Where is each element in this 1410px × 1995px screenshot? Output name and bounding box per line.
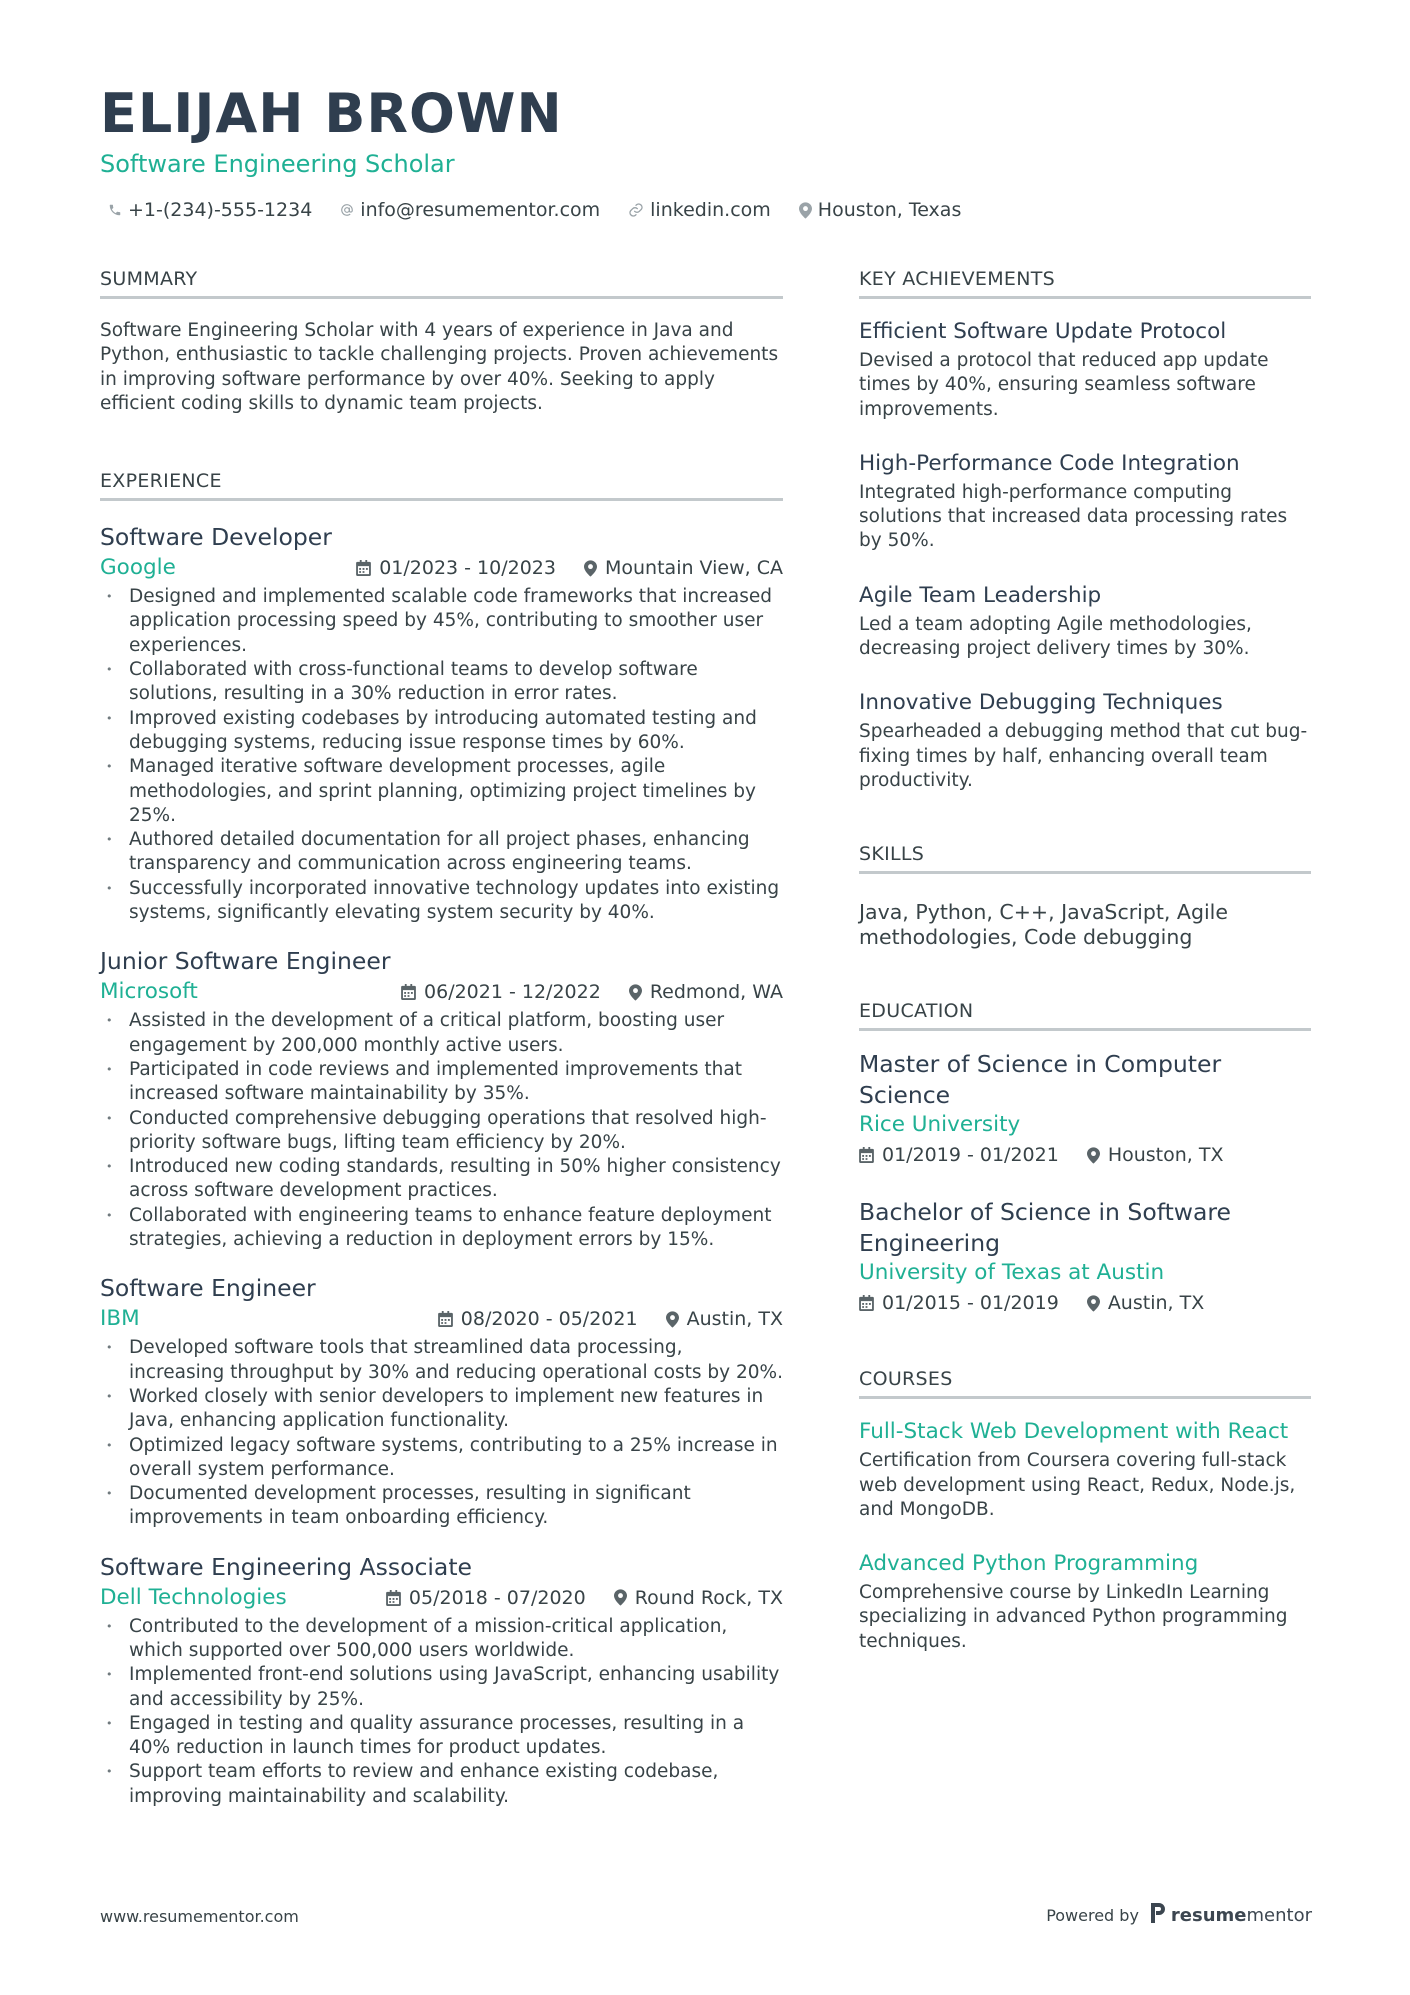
job-location-text: Mountain View, CA xyxy=(605,557,783,580)
job-company: Google xyxy=(100,555,176,581)
job-company: IBM xyxy=(100,1306,140,1332)
job-title: Software Engineering Associate xyxy=(100,1552,472,1581)
achievement-desc: Devised a protocol that reduced app update times by 40%, ensuring seamless software improvements. xyxy=(859,350,1269,420)
education-location-text: Houston, TX xyxy=(1107,1144,1224,1167)
candidate-name: ELIJAH BROWN xyxy=(100,82,563,145)
education-location-text: Austin, TX xyxy=(1107,1292,1205,1315)
achievement-item xyxy=(859,581,1311,662)
brand-logo[interactable] xyxy=(1149,1903,1312,1928)
job-bullets xyxy=(100,1009,783,1252)
job-bullet: • Successfully incorporated innovative technology updates into existing systems, significantly elevating system security by 40%. xyxy=(100,877,783,926)
course-item xyxy=(859,1549,1311,1654)
footer-website[interactable]: www.resumementor.com xyxy=(100,1907,299,1926)
achievement-desc: Integrated high-performance computing solutions that increased data processing rates by 50%. xyxy=(859,481,1288,552)
job-title: Software Engineer xyxy=(100,1274,316,1303)
location-pin-icon xyxy=(666,1311,679,1328)
job-entry xyxy=(100,1551,783,1809)
achievement-item xyxy=(859,449,1311,554)
job-meta-row xyxy=(100,553,783,583)
job-bullets xyxy=(100,585,783,925)
job-meta-row xyxy=(100,1304,783,1334)
skills-heading: SKILLS xyxy=(859,841,1311,874)
calendar-icon xyxy=(356,560,371,576)
job-title: Software Developer xyxy=(100,523,332,552)
education-school: Rice University xyxy=(859,1112,1021,1138)
achievements-heading: KEY ACHIEVEMENTS xyxy=(859,266,1311,299)
job-bullet: • Worked closely with senior developers to implement new features in Java, enhancing application functionality. xyxy=(100,1385,783,1434)
achievement-title: High-Performance Code Integration xyxy=(859,450,1240,476)
education-dates-text: 01/2015 - 01/2019 xyxy=(882,1292,1059,1315)
job-location xyxy=(629,977,783,1007)
brand-name-light: mentor xyxy=(1246,1905,1312,1926)
course-title: Full-Stack Web Development with React xyxy=(859,1419,1289,1445)
job-bullet: • Support team efforts to review and enhance existing codebase, improving maintainability and scalability. xyxy=(100,1760,783,1809)
job-meta-row xyxy=(100,977,783,1007)
candidate-title: Software Engineering Scholar xyxy=(100,150,455,178)
footer-branding xyxy=(1046,1903,1312,1928)
course-title: Advanced Python Programming xyxy=(859,1551,1199,1577)
calendar-icon xyxy=(859,1147,874,1163)
job-entry xyxy=(100,1272,783,1530)
job-bullet: • Managed iterative software development processes, agile methodologies, and sprint planning, optimizing project timelines by 25%. xyxy=(100,755,783,828)
job-location xyxy=(584,553,783,583)
location-pin-icon xyxy=(799,202,812,219)
right-column xyxy=(859,266,1311,1654)
calendar-icon xyxy=(438,1311,453,1327)
at-icon xyxy=(340,203,354,217)
job-location-text: Redmond, WA xyxy=(649,981,783,1004)
job-bullet: • Conducted comprehensive debugging operations that resolved high-priority software bugs, lifting team efficiency by 20%. xyxy=(100,1107,783,1156)
location-pin-icon xyxy=(629,984,642,1001)
education-heading: EDUCATION xyxy=(859,998,1311,1031)
achievement-title: Agile Team Leadership xyxy=(859,582,1102,608)
job-dates xyxy=(356,553,556,583)
skills-text: Java, Python, C++, JavaScript, Agile methodologies, Code debugging xyxy=(859,900,1228,950)
summary-text: Software Engineering Scholar with 4 years of experience in Java and Python, enthusiastic to tackle challenging projects. Proven achievements in improving software performance by over 40%. Seeking to apply efficient coding skills to dynamic team projects. xyxy=(100,320,779,414)
contact-email[interactable] xyxy=(340,196,600,224)
job-bullet: • Optimized legacy software systems, contributing to a 25% increase in overall system performance. xyxy=(100,1434,783,1483)
job-bullet: • Authored detailed documentation for all project phases, enhancing transparency and communication across engineering teams. xyxy=(100,828,783,877)
job-location-text: Austin, TX xyxy=(686,1308,783,1331)
job-bullet: • Participated in code reviews and implemented improvements that increased software maintainability by 35%. xyxy=(100,1058,783,1107)
education-item xyxy=(859,1049,1311,1170)
education-degree: Master of Science in Computer Science xyxy=(859,1050,1222,1109)
phone-icon xyxy=(108,203,122,217)
location-pin-icon xyxy=(584,560,597,577)
education-meta-row xyxy=(859,1288,1311,1318)
powered-by-label: Powered by xyxy=(1046,1906,1139,1925)
job-dates-text: 08/2020 - 05/2021 xyxy=(460,1308,638,1331)
contact-location xyxy=(799,196,962,224)
education-location xyxy=(1087,1288,1204,1318)
course-item xyxy=(859,1417,1311,1522)
job-entry xyxy=(100,521,783,925)
link-icon xyxy=(628,202,644,218)
calendar-icon xyxy=(386,1590,401,1606)
job-dates xyxy=(438,1304,638,1334)
brand-name-bold: resume xyxy=(1170,1905,1247,1926)
job-title: Junior Software Engineer xyxy=(100,947,391,976)
achievement-item xyxy=(859,688,1311,793)
job-bullet: • Designed and implemented scalable code frameworks that increased application processing speed by 45%, contributing to smoother user experiences. xyxy=(100,585,783,658)
job-bullet: • Documented development processes, resulting in significant improvements in team onboarding efficiency. xyxy=(100,1482,783,1531)
contact-phone-text: +1-(234)-555-1234 xyxy=(128,199,313,221)
course-desc: Comprehensive course by LinkedIn Learning specializing in advanced Python programming techniques. xyxy=(859,1582,1288,1652)
job-location xyxy=(666,1304,783,1334)
job-bullet: • Collaborated with cross-functional teams to develop software solutions, resulting in a 30% reduction in error rates. xyxy=(100,658,783,707)
achievement-item xyxy=(859,317,1311,422)
resumementor-logo-icon xyxy=(1149,1903,1165,1928)
job-company: Microsoft xyxy=(100,979,198,1005)
job-bullet: • Implemented front-end solutions using JavaScript, enhancing usability and accessibility by 25%. xyxy=(100,1663,783,1712)
achievement-desc: Led a team adopting Agile methodologies, decreasing project delivery times by 30%. xyxy=(859,613,1252,660)
courses-heading: COURSES xyxy=(859,1366,1311,1399)
job-bullets xyxy=(100,1336,783,1530)
education-dates-text: 01/2019 - 01/2021 xyxy=(882,1144,1059,1167)
location-pin-icon xyxy=(1087,1295,1100,1312)
job-company: Dell Technologies xyxy=(100,1584,287,1610)
education-dates xyxy=(859,1288,1059,1318)
education-location xyxy=(1087,1140,1224,1170)
education-dates xyxy=(859,1140,1059,1170)
calendar-icon xyxy=(859,1295,874,1311)
location-pin-icon xyxy=(1087,1147,1100,1164)
location-pin-icon xyxy=(614,1589,627,1606)
job-dates-text: 06/2021 - 12/2022 xyxy=(424,981,601,1004)
job-bullet: • Engaged in testing and quality assurance processes, resulting in a 40% reduction in launch times for product updates. xyxy=(100,1712,783,1761)
job-bullet: • Introduced new coding standards, resulting in 50% higher consistency across software development practices. xyxy=(100,1155,783,1204)
job-location xyxy=(614,1583,783,1613)
summary-heading: SUMMARY xyxy=(100,266,783,299)
job-bullet: • Collaborated with engineering teams to enhance feature deployment strategies, achieving a reduction in deployment errors by 15%. xyxy=(100,1204,783,1253)
contact-location-text: Houston, Texas xyxy=(817,199,962,221)
contact-bar xyxy=(108,196,961,224)
calendar-icon xyxy=(401,984,416,1000)
experience-heading: EXPERIENCE xyxy=(100,468,783,501)
job-bullet: • Assisted in the development of a critical platform, boosting user engagement by 200,000 monthly active users. xyxy=(100,1009,783,1058)
contact-linkedin[interactable] xyxy=(628,196,771,224)
course-desc: Certification from Coursera covering full-stack web development using React, Redux, Node.js, and MongoDB. xyxy=(859,1450,1296,1520)
education-item xyxy=(859,1197,1311,1318)
job-dates xyxy=(401,977,601,1007)
job-dates xyxy=(386,1583,586,1613)
contact-email-text[interactable]: info@resumementor.com xyxy=(360,199,601,221)
job-bullet: • Improved existing codebases by introducing automated testing and debugging systems, reducing issue response times by 60%. xyxy=(100,707,783,756)
education-degree: Bachelor of Science in Software Engineering xyxy=(859,1198,1232,1257)
achievement-desc: Spearheaded a debugging method that cut bug-fixing times by half, enhancing overall team productivity. xyxy=(859,721,1308,791)
job-dates-text: 05/2018 - 07/2020 xyxy=(408,1586,586,1609)
job-bullet: • Contributed to the development of a mission-critical application, which supported over 500,000 users worldwide. xyxy=(100,1615,783,1664)
contact-phone xyxy=(108,196,312,224)
education-meta-row xyxy=(859,1140,1311,1170)
contact-linkedin-text[interactable]: linkedin.com xyxy=(650,199,771,221)
achievement-title: Efficient Software Update Protocol xyxy=(859,319,1227,344)
job-location-text: Round Rock, TX xyxy=(634,1586,783,1609)
left-column xyxy=(100,266,783,1809)
job-dates-text: 01/2023 - 10/2023 xyxy=(379,557,556,580)
job-meta-row xyxy=(100,1583,783,1613)
education-school: University of Texas at Austin xyxy=(859,1260,1165,1286)
job-bullet: • Developed software tools that streamlined data processing, increasing throughput by 30% and reducing operational costs by 20%. xyxy=(100,1336,783,1385)
job-entry xyxy=(100,945,783,1252)
job-bullets xyxy=(100,1615,783,1809)
achievement-title: Innovative Debugging Techniques xyxy=(859,690,1223,716)
